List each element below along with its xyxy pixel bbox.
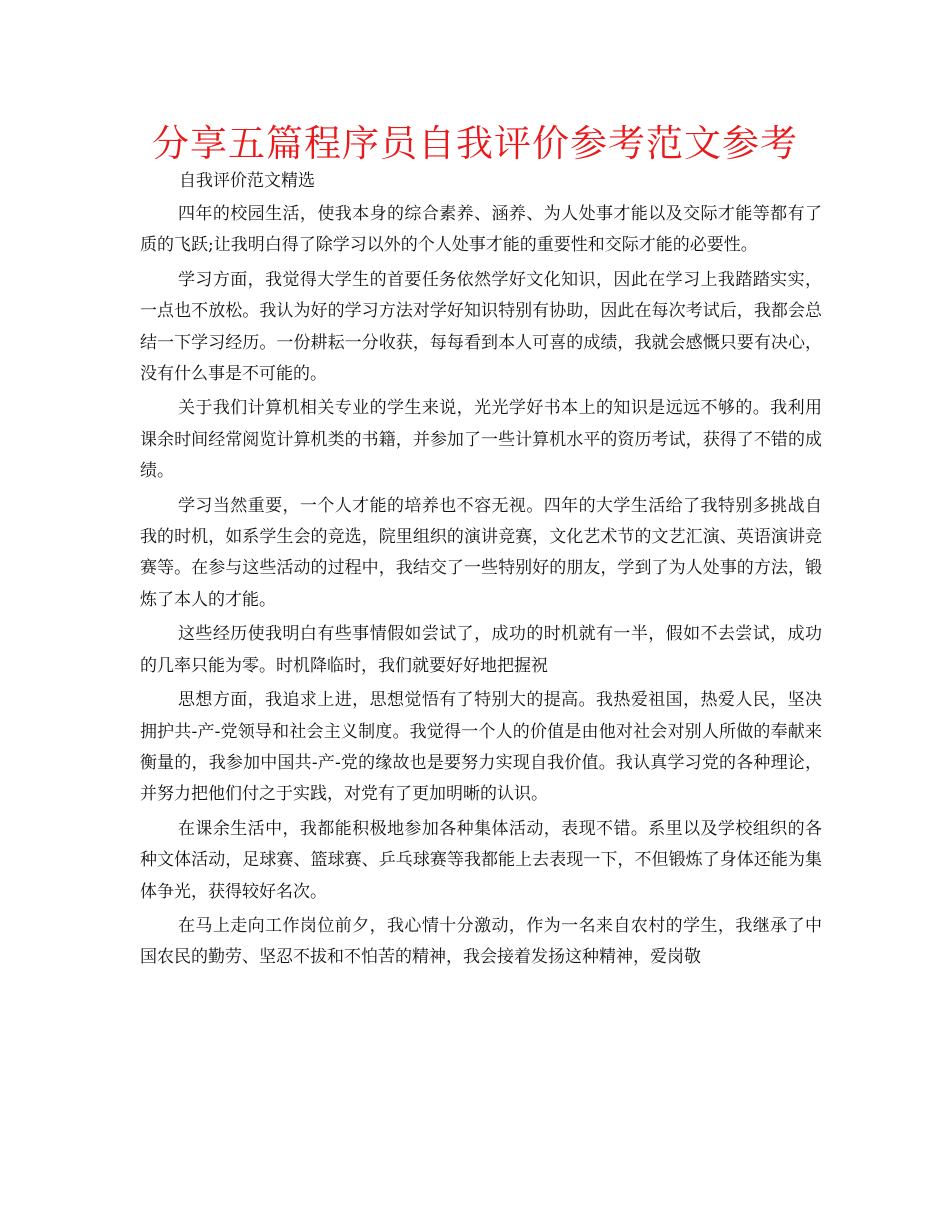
paragraph: 思想方面，我追求上进，思想觉悟有了特别大的提高。我热爱祖国，热爱人民，坚决拥护共-产-党领导和社会主义制度。我觉得一个人的价值是由他对社会对别人所做的奉献来衡量的，我参加中国共-产-党的缘故也是要努力实现自我价值。我认真学习党的各种理论，并努力把他们付之于实践，对党有了更加明晰的认识。 xyxy=(140,690,822,805)
paragraph: 在马上走向工作岗位前夕，我心情十分激动，作为一名来自农村的学生，我继承了中国农民的勤劳、坚忍不拔和不怕苦的精神，我会接着发扬这种精神，爱岗敬 xyxy=(140,915,822,968)
document-subtitle: 自我评价范文精选 xyxy=(179,171,315,191)
paragraph: 学习方面，我觉得大学生的首要任务依然学好文化知识，因此在学习上我踏踏实实，一点也不放松。我认为好的学习方法对学好知识特别有协助，因此在每次考试后，我都会总结一下学习经历。一份耕耘一分收获，每每看到本人可喜的成绩，我就会感慨只要有决心，没有什么事是不可能的。 xyxy=(140,269,822,385)
paragraph: 关于我们计算机相关专业的学生来说，光光学好书本上的知识是远远不够的。我利用课余时间经常阅览计算机类的书籍，并参加了一些计算机水平的资历考试，获得了不错的成绩。 xyxy=(140,398,822,482)
paragraph: 四年的校园生活，使我本身的综合素养、涵养、为人处事才能以及交际才能等都有了质的飞跃;让我明白得了除学习以外的个人处事才能的重要性和交际才能的必要性。 xyxy=(140,204,822,256)
document-title: 分享五篇程序员自我评价参考范文参考 xyxy=(152,122,798,165)
paragraph: 学习当然重要，一个人才能的培养也不容无视。四年的大学生活给了我特别多挑战自我的时机，如系学生会的竞选，院里组织的演讲竞赛，文化艺术节的文艺汇演、英语演讲竞赛等。在参与这些活动的过程中，我结交了一些特别好的朋友，学到了为人处事的方法，锻炼了本人的才能。 xyxy=(140,495,822,610)
paragraph: 在课余生活中，我都能积极地参加各种集体活动，表现不错。系里以及学校组织的各种文体活动，足球赛、篮球赛、乒乓球赛等我都能上去表现一下，不但锻炼了身体还能为集体争光，获得较好名次。 xyxy=(140,818,822,902)
document-body xyxy=(140,199,822,977)
paragraph: 这些经历使我明白有些事情假如尝试了，成功的时机就有一半，假如不去尝试，成功的几率只能为零。时机降临时，我们就要好好地把握祝 xyxy=(140,624,822,676)
